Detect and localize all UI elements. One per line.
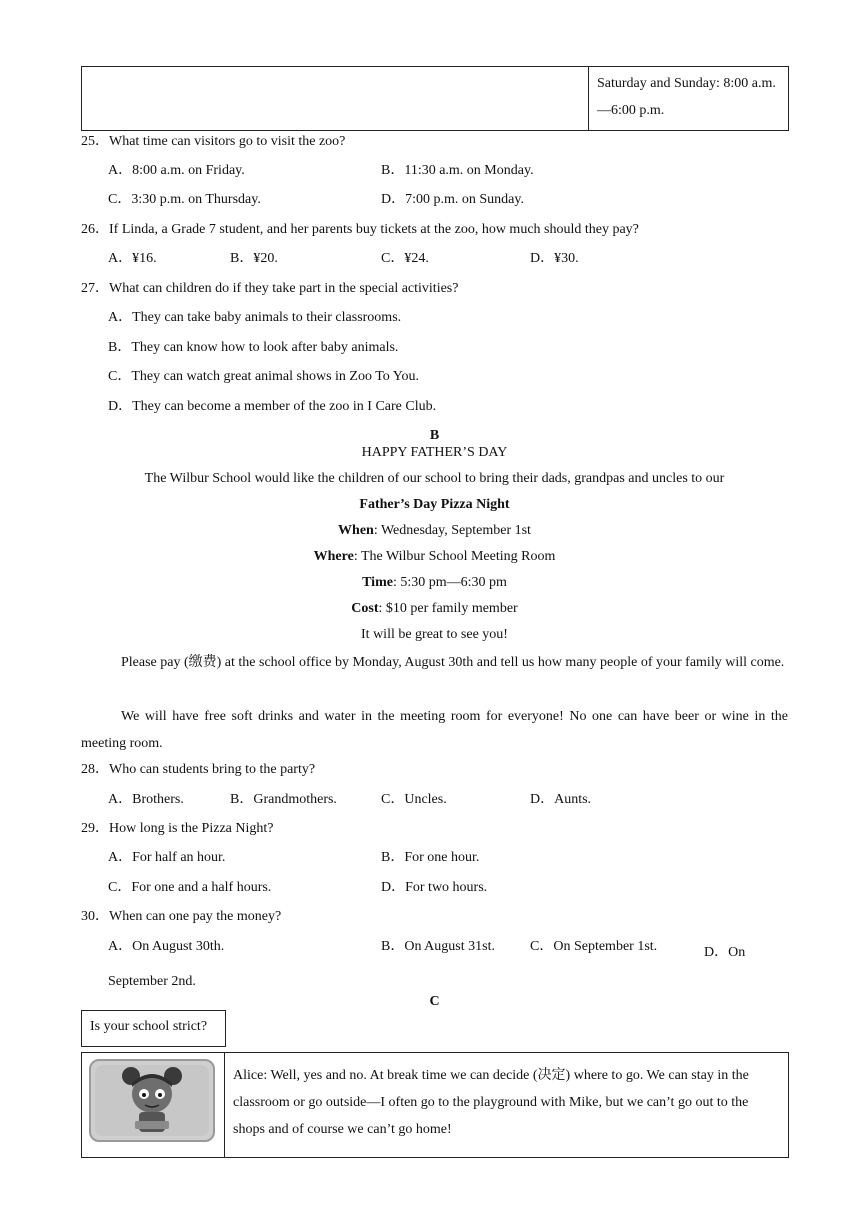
q30-option-d: D．On September 2nd. <box>108 945 746 989</box>
event-cost <box>81 600 788 618</box>
when-value: : Wednesday, September 1st <box>373 523 531 538</box>
event-name: Father’s Day Pizza Night <box>359 497 510 512</box>
where-label: Where <box>313 549 354 564</box>
question-25: 25．What time can visitors go to visit the zoo? <box>81 134 346 149</box>
question-29: 29．How long is the Pizza Night? <box>81 821 274 836</box>
event-when <box>81 522 788 540</box>
cost-value: : $10 per family member <box>378 601 518 616</box>
time-value: : 5:30 pm—6:30 pm <box>392 575 507 590</box>
q25-option-b: B．11:30 a.m. on Monday. <box>381 163 534 178</box>
q28-option-b: B．Grandmothers. <box>230 792 337 807</box>
event-where <box>81 548 788 566</box>
q29-option-b: B．For one hour. <box>381 850 480 865</box>
question-28: 28．Who can students bring to the party? <box>81 762 316 777</box>
q28-option-a: A．Brothers. <box>108 792 184 807</box>
girl-cartoon-icon <box>91 1061 213 1140</box>
q26-option-c: C．¥24. <box>381 251 429 266</box>
q27-option-b: B．They can know how to look after baby animals. <box>108 340 399 355</box>
top-table-hours: Saturday and Sunday: 8:00 a.m. —6:00 p.m. <box>597 76 776 118</box>
section-b-letter: B <box>429 428 440 443</box>
section-b-heading: HAPPY FATHER’S DAY <box>361 445 508 460</box>
section-b-intro: The Wilbur School would like the children of our school to bring their dads, grandpas and uncles to our <box>144 471 725 486</box>
where-value: : The Wilbur School Meeting Room <box>353 549 556 564</box>
event-time <box>81 574 788 592</box>
payment-paragraph: Please pay (缴费) at the school office by Monday, August 30th and tell us how many people of your family will come. <box>121 655 785 670</box>
q28-option-c: C．Uncles. <box>381 792 447 807</box>
q26-option-d: D．¥30. <box>530 251 579 266</box>
q30-option-c: C．On September 1st. <box>530 939 658 954</box>
q27-option-d: D．They can become a member of the zoo in I Care Club. <box>108 399 437 414</box>
event-closing: It will be great to see you! <box>361 627 508 642</box>
q25-option-a: A．8:00 a.m. on Friday. <box>108 163 245 178</box>
alice-table-divider <box>224 1052 225 1158</box>
when-label: When <box>338 523 374 538</box>
q26-option-b: B．¥20. <box>230 251 278 266</box>
question-26: 26．If Linda, a Grade 7 student, and her parents buy tickets at the zoo, how much should they pay? <box>81 222 639 237</box>
q30-option-b: B．On August 31st. <box>381 939 495 954</box>
title-box-text: Is your school strict? <box>90 1019 208 1034</box>
section-c-letter: C <box>429 994 440 1009</box>
cost-label: Cost <box>351 601 379 616</box>
q25-option-c: C．3:30 p.m. on Thursday. <box>108 192 261 207</box>
time-label: Time <box>362 575 393 590</box>
q25-option-d: D．7:00 p.m. on Sunday. <box>381 192 524 207</box>
q30-option-a: A．On August 30th. <box>108 939 225 954</box>
alice-avatar <box>89 1059 215 1142</box>
q27-option-a: A．They can take baby animals to their classrooms. <box>108 310 402 325</box>
question-30: 30．When can one pay the money? <box>81 909 282 924</box>
drinks-paragraph: We will have free soft drinks and water in the meeting room for everyone! No one can have beer or wine in the meeting room. <box>81 709 788 751</box>
q28-option-d: D．Aunts. <box>530 792 592 807</box>
question-27: 27．What can children do if they take part in the special activities? <box>81 281 459 296</box>
q27-option-c: C．They can watch great animal shows in Zoo To You. <box>108 369 419 384</box>
top-table-divider <box>588 66 589 131</box>
q26-option-a: A．¥16. <box>108 251 157 266</box>
alice-text: Alice: Well, yes and no. At break time we can decide (决定) where to go. We can stay in the classroom or go outside—I often go to the playground with Mike, but we can’t go out to the shops and of course we can’t go home! <box>233 1068 749 1137</box>
q29-option-d: D．For two hours. <box>381 880 488 895</box>
q29-option-c: C．For one and a half hours. <box>108 880 272 895</box>
q29-option-a: A．For half an hour. <box>108 850 226 865</box>
